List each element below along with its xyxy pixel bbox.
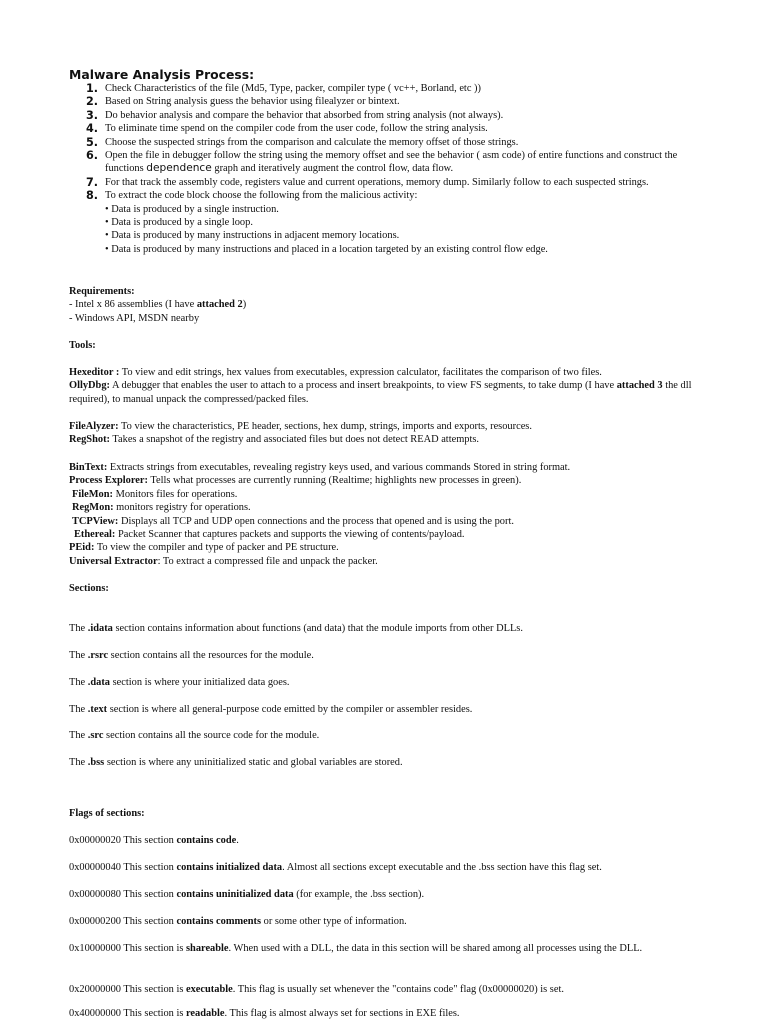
text: ) <box>242 299 247 311</box>
step-item <box>86 122 696 135</box>
step-text-part: Open the file in debugger follow the string using the memory offset and see the behavior ( asm code) of entire functions and construct the functions <box>105 150 678 175</box>
text: 0x00000020 This section <box>69 835 177 846</box>
step-number: 8. <box>86 189 99 203</box>
step-number: 4. <box>86 122 99 136</box>
flag-line <box>69 915 709 928</box>
section-item-text <box>69 703 709 716</box>
sections-heading <box>69 582 709 595</box>
step-item <box>86 189 696 256</box>
section-line <box>69 756 709 769</box>
section-line <box>69 676 709 689</box>
tool-name: FileMon: <box>72 488 113 500</box>
flag-line <box>69 861 709 874</box>
tool-desc: To view the characteristics, PE header, sections, hex dump, strings, imports and exports, resources. <box>118 421 532 432</box>
section-item-rsrc <box>69 649 709 662</box>
requirements-heading <box>69 285 709 298</box>
flag-desc: contains code <box>176 835 237 846</box>
step-item <box>86 82 696 95</box>
text: section is where all general-purpose code emitted by the compiler or assembler resides. <box>107 704 473 715</box>
step-number: 6. <box>86 149 99 163</box>
text: The <box>69 704 88 715</box>
tool-peid <box>69 541 709 554</box>
tool-desc: Extracts strings from executables, revealing registry keys used, and various commands Stored in string format. <box>107 462 571 473</box>
activity-bullet-list <box>105 203 696 257</box>
tool-desc: Tells what processes are currently running (Realtime; highlights new processes in green). <box>147 475 522 487</box>
sections-heading-block <box>69 582 709 595</box>
text: or some other type of information. <box>261 916 407 927</box>
tool-filealyzer <box>69 420 709 433</box>
text: 0x00000200 This section <box>69 916 177 927</box>
tool-universal-extractor <box>69 555 709 568</box>
flag-line <box>69 942 709 955</box>
process-steps-list <box>86 82 696 256</box>
flag-desc: shareable <box>186 943 229 954</box>
step-text: Choose the suspected strings from the comparison and calculate the memory offset of those strings. <box>105 136 519 148</box>
step-number: 5. <box>86 135 99 149</box>
text: section is where any uninitialized static and global variables are stored. <box>104 757 403 768</box>
flag-desc: contains comments <box>176 916 262 927</box>
tool-bintext <box>69 461 709 474</box>
text: . <box>236 835 239 846</box>
flag-item <box>69 861 709 874</box>
step-number: 3. <box>86 108 99 122</box>
flag-item <box>69 1007 709 1020</box>
flag-desc: contains initialized data <box>176 862 283 873</box>
flag-line <box>69 1007 709 1020</box>
bold-text: attached 2 <box>196 299 243 311</box>
tool-name: TCPView: <box>72 515 119 527</box>
flag-item <box>69 983 709 996</box>
tool-name: RegMon: <box>72 502 114 514</box>
text: 0x20000000 This section is <box>69 984 186 995</box>
tool-process-explorer <box>69 474 709 487</box>
step-text: Check Characteristics of the file (Md5, Type, packer, compiler type ( vc++, Borland, etc )) <box>105 83 481 94</box>
section-item-data <box>69 676 709 689</box>
tool-name: Ethereal: <box>74 529 116 541</box>
tool-desc: the dll required), to manual unpack the compressed/packed files. <box>69 380 692 405</box>
section-line <box>69 649 709 662</box>
tool-name: OllyDbg: <box>69 380 110 392</box>
section-name: .bss <box>87 757 105 768</box>
text: 0x10000000 This section is <box>69 943 186 954</box>
text: . This flag is almost always set for sections in EXE files. <box>224 1008 460 1019</box>
text: (for example, the .bss section). <box>293 889 425 900</box>
flag-desc: executable <box>186 984 233 995</box>
step-number: 1. <box>86 82 99 95</box>
section-name: .data <box>87 677 110 688</box>
flag-desc: contains uninitialized data <box>176 889 294 900</box>
text: The <box>69 730 88 741</box>
tool-name: Hexeditor : <box>69 367 120 378</box>
step-text: For that track the assembly code, registers value and current operations, memory dump. Similarly follow to each suspected strings. <box>105 176 649 188</box>
text: . When used with a DLL, the data in this section will be shared among all processes using the DLL. <box>228 943 643 954</box>
flag-item <box>69 888 709 901</box>
flag-item <box>69 834 709 847</box>
flag-line <box>69 834 709 847</box>
tools-group-3 <box>69 461 709 568</box>
text: section contains all the resources for the module. <box>108 650 314 661</box>
section-name: .rsrc <box>87 650 109 661</box>
tool-name: Universal Extractor <box>69 555 158 567</box>
text: The <box>69 677 88 688</box>
section-item-src <box>69 729 709 742</box>
step-number: 7. <box>86 175 99 189</box>
text: section is where your initialized data goes. <box>110 677 290 688</box>
tool-name: FileAlyzer: <box>69 421 119 432</box>
text: The <box>69 623 88 634</box>
step-text: To extract the code block choose the following from the malicious activity: <box>105 190 418 202</box>
flag-item <box>69 915 709 928</box>
step-item <box>86 109 696 122</box>
section-line <box>69 729 709 742</box>
heading-text: Sections: <box>69 583 109 594</box>
flags-heading-block <box>69 807 709 820</box>
page-title: Malware Analysis Process: <box>69 67 255 82</box>
section-name: .idata <box>87 623 113 634</box>
step-item <box>86 136 696 149</box>
tools-heading-block <box>69 339 709 352</box>
tools-heading <box>69 339 709 352</box>
section-line <box>69 703 709 716</box>
heading-text: Flags of sections: <box>69 808 145 819</box>
tool-name: PEid: <box>69 542 95 554</box>
tool-desc: To view and edit strings, hex values from executables, expression calculator, facilitates the comparison of two files. <box>119 367 602 378</box>
tool-name: BinText: <box>69 462 108 473</box>
step-text <box>105 150 677 174</box>
step-item <box>86 149 696 176</box>
step-text: To eliminate time spend on the compiler code from the user code, follow the string analysis. <box>105 123 488 135</box>
step-text-part: graph and iteratively augment the control flow, data flow. <box>211 163 454 175</box>
section-item-idata <box>69 622 709 635</box>
section-item-bss <box>69 756 709 769</box>
step-item <box>86 95 696 108</box>
bullet-item: • Data is produced by a single loop. <box>105 217 253 229</box>
tool-filemon <box>69 488 709 501</box>
section-name: .src <box>87 730 104 741</box>
text: 0x00000040 This section <box>69 862 177 873</box>
tool-ethereal <box>69 528 709 541</box>
step-item <box>86 176 696 189</box>
tool-hexeditor <box>69 366 709 379</box>
heading-text: Tools: <box>69 340 96 351</box>
section-name: .text <box>87 704 108 715</box>
tool-desc: Displays all TCP and UDP open connections and the process that opened and is using the port. <box>118 515 514 527</box>
text: - Intel x 86 assemblies (I have <box>69 299 197 311</box>
section-line <box>69 622 709 635</box>
text: section contains all the source code for the module. <box>103 730 320 741</box>
tool-desc: : To extract a compressed file and unpack the packer. <box>157 555 378 567</box>
tool-desc: Packet Scanner that captures packets and supports the viewing of contents/payload. <box>115 529 465 541</box>
bold-text: attached 3 <box>616 380 663 392</box>
tool-tcpview <box>69 515 709 528</box>
tools-group-2 <box>69 420 709 447</box>
requirements-section <box>69 285 709 325</box>
text: . Almost all sections except executable and the .bss section have this flag set. <box>282 862 602 873</box>
bullet-item: • Data is produced by many instructions in adjacent memory locations. <box>105 230 400 242</box>
tool-desc: Takes a snapshot of the registry and associated files but does not detect READ attempts. <box>109 434 479 446</box>
text: 0x00000080 This section <box>69 889 177 900</box>
tool-ollydbg <box>69 379 709 406</box>
tool-regshot <box>69 433 709 446</box>
text: 0x40000000 This section is <box>69 1008 186 1019</box>
flag-line <box>69 983 709 996</box>
tool-desc: Monitors files for operations. <box>112 488 238 500</box>
tool-name: Process Explorer: <box>69 475 148 487</box>
heading-text: Requirements: <box>69 286 135 297</box>
tool-regmon <box>69 501 709 514</box>
text: . This flag is usually set whenever the "contains code" flag (0x00000020) is set. <box>232 984 564 995</box>
tool-desc: To view the compiler and type of packer and PE structure. <box>94 542 339 554</box>
tool-desc: A debugger that enables the user to attach to a process and insert breakpoints, to view FS segments, to take dump (I have <box>110 380 617 392</box>
flag-desc: readable <box>186 1008 225 1019</box>
flags-heading <box>69 807 709 820</box>
step-text-dependence: dependence <box>146 162 212 175</box>
requirement-line <box>69 298 709 311</box>
step-text: Based on String analysis guess the behavior using filealyzer or bintext. <box>105 96 400 108</box>
tool-desc: monitors registry for operations. <box>113 502 251 514</box>
step-number: 2. <box>86 95 99 109</box>
tools-group-1 <box>69 366 709 406</box>
text: The <box>69 650 88 661</box>
step-text: Do behavior analysis and compare the behavior that absorbed from string analysis (not always). <box>105 109 504 121</box>
bullet-item: • Data is produced by a single instruction. <box>105 203 279 215</box>
tool-name: RegShot: <box>69 434 110 446</box>
requirement-line: - Windows API, MSDN nearby <box>69 312 200 324</box>
flag-line <box>69 888 709 901</box>
text: section contains information about functions (and data) that the module imports from other DLLs. <box>112 623 523 634</box>
text: The <box>69 757 88 768</box>
bullet-item: • Data is produced by many instructions and placed in a location targeted by an existing control flow edge. <box>105 243 548 255</box>
flag-item <box>69 942 709 955</box>
